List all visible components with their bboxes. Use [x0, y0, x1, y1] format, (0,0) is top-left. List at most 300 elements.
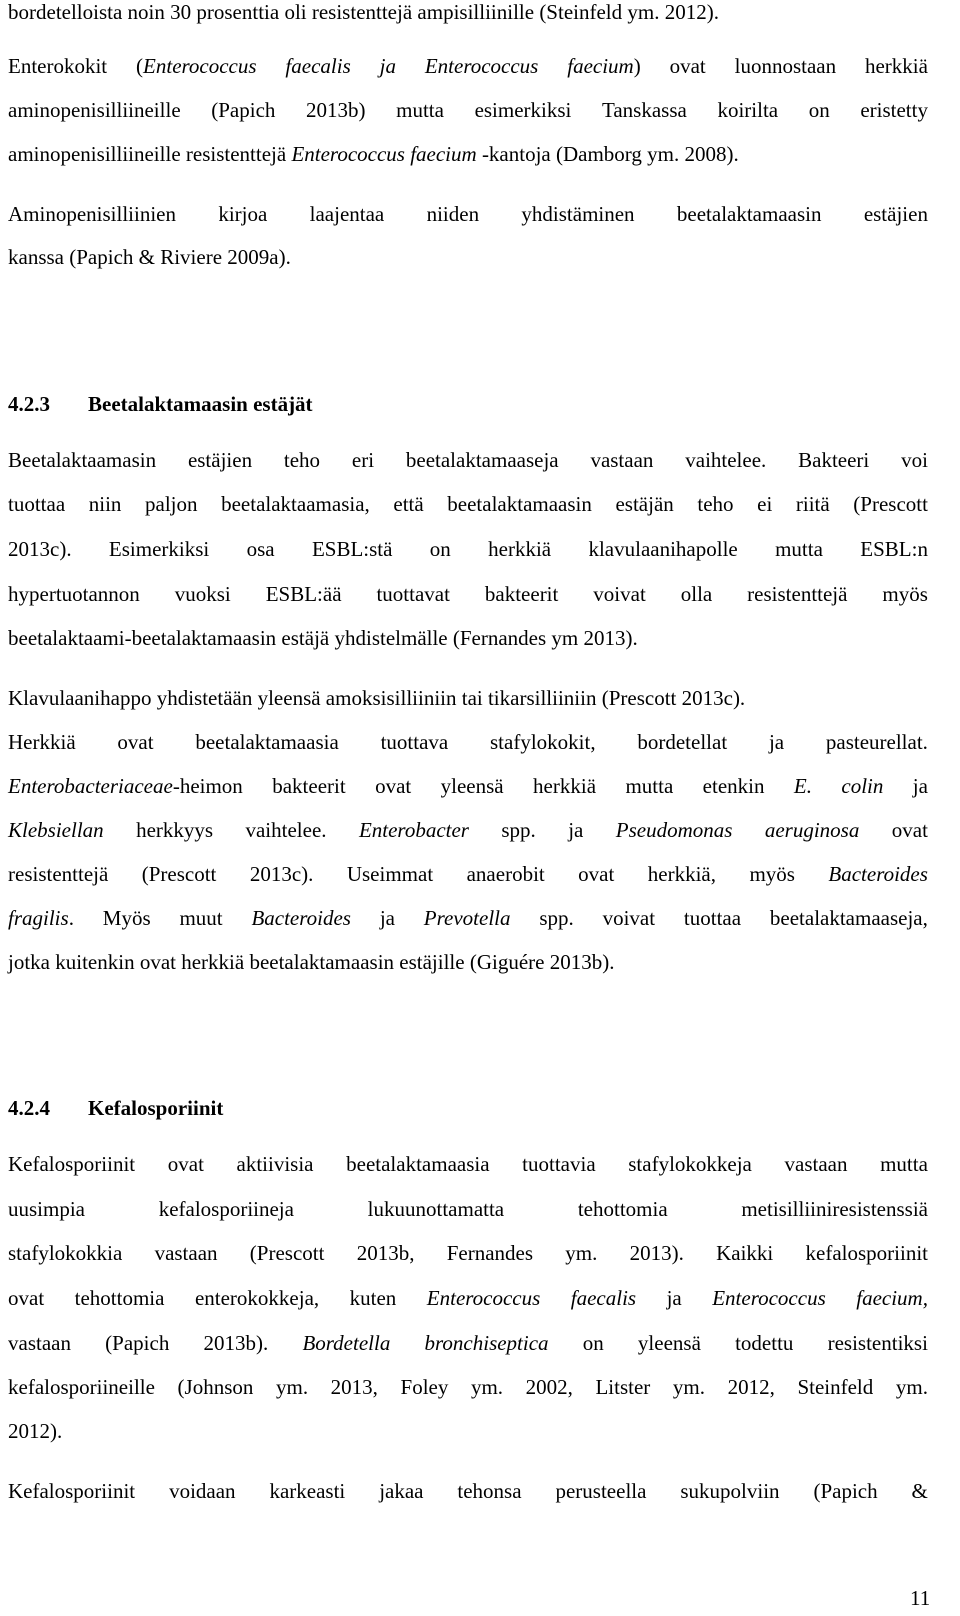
word [396, 98, 444, 122]
word [8, 1241, 122, 1265]
word [447, 492, 592, 516]
text-run: (Prescott [249, 1241, 325, 1265]
text-run: ovat [891, 818, 928, 842]
word [757, 492, 772, 516]
text-run: Herkkiä [8, 730, 76, 754]
word [380, 906, 395, 930]
word [352, 448, 374, 472]
word [680, 1479, 779, 1503]
text-run: tuottavat [376, 582, 450, 606]
text-line [8, 774, 928, 798]
text-run: ei [757, 492, 773, 516]
text-run: lukuunottamatta [367, 1197, 505, 1221]
word [375, 774, 411, 798]
italic-text: Enterococcus [712, 1286, 826, 1310]
word [8, 818, 104, 842]
text-run: niiden [426, 202, 480, 226]
word [159, 1197, 294, 1221]
text-run: kefalosporiineja [158, 1197, 294, 1221]
word [310, 202, 385, 226]
text-run: (Prescott [853, 492, 928, 516]
text-run: ESBL:n [860, 537, 928, 561]
word [475, 98, 572, 122]
text-run: Beetalaktaamasin [8, 448, 157, 472]
text-run: luonnostaan [734, 54, 837, 78]
word [250, 1241, 325, 1265]
word [856, 1286, 928, 1310]
text-run: spp. [501, 818, 536, 842]
text-run: perusteella [555, 1479, 647, 1503]
word [347, 862, 433, 886]
word [703, 774, 765, 798]
text-run: tuottaa [683, 906, 742, 930]
word [637, 730, 727, 754]
italic-text: Enterococcus faecium [291, 142, 477, 166]
word [218, 202, 267, 226]
text-run: myös [882, 582, 928, 606]
word [136, 54, 257, 78]
section-number: 4.2.3 [8, 392, 50, 416]
text-run: vastaan [784, 1152, 848, 1176]
word [796, 492, 830, 516]
text-run: Tanskassa [602, 98, 687, 122]
text-run: resistenttejä [8, 862, 109, 886]
word [430, 537, 451, 561]
text-run: kefalosporiinit [805, 1241, 928, 1265]
word [813, 1479, 877, 1503]
text-run: . [68, 906, 74, 930]
text-run: on [429, 537, 451, 561]
word [105, 1331, 169, 1355]
text-run: voidaan [169, 1479, 236, 1503]
text-run: ) [633, 54, 641, 78]
word [828, 1331, 928, 1355]
text-run: karkeasti [269, 1479, 346, 1503]
text-run: ovat [375, 774, 412, 798]
word [602, 98, 687, 122]
text-run: anaerobit [466, 862, 545, 886]
text-run: 2012). [8, 1419, 63, 1443]
section-title: Beetalaktamaasin estäjät [88, 392, 313, 416]
text-line [8, 1479, 928, 1503]
text-run: yhdistäminen [521, 202, 635, 226]
italic-text: Bordetella [302, 1331, 391, 1355]
section-heading-4-2-4 [8, 1096, 223, 1120]
text-run: Kaikki [716, 1241, 774, 1265]
text-run: (Papich [813, 1479, 878, 1503]
word [593, 582, 646, 606]
text-run: aminopenisilliineille [8, 98, 181, 122]
text-run: uusimpia [8, 1197, 85, 1221]
text-line [8, 1197, 928, 1221]
text-run: esimerkiksi [474, 98, 572, 122]
text-run: tehottomia [74, 1286, 165, 1310]
word [401, 1375, 449, 1399]
word [735, 1331, 793, 1355]
word [269, 1479, 345, 1503]
word [741, 1197, 928, 1221]
italic-text: Bacteroides [251, 906, 351, 930]
word [798, 448, 869, 472]
word [588, 537, 737, 561]
word [697, 492, 733, 516]
text-run: kefalosporiineille [8, 1375, 155, 1399]
word [8, 1479, 135, 1503]
word [145, 492, 198, 516]
word [331, 1375, 378, 1399]
word [628, 1152, 752, 1176]
word [8, 906, 74, 930]
word [380, 54, 396, 78]
text-run: teho [283, 448, 321, 472]
text-run: 2013c). [249, 862, 314, 886]
text-run: estäjien [863, 202, 928, 226]
text-run: Enterokokit [8, 54, 108, 78]
word [8, 1375, 155, 1399]
word [175, 582, 231, 606]
text-run: pasteurellat. [825, 730, 928, 754]
word [775, 537, 823, 561]
word [211, 98, 275, 122]
text-run: ym. [470, 1375, 504, 1399]
word [250, 862, 314, 886]
word [406, 448, 559, 472]
word [716, 1241, 773, 1265]
text-line [8, 54, 928, 78]
word [471, 1375, 503, 1399]
text-run: stafylokokkeja [628, 1152, 752, 1176]
italic-text: bronchiseptica [424, 1331, 549, 1355]
text-line [8, 142, 739, 166]
word [447, 1241, 533, 1265]
word [765, 818, 860, 842]
word [769, 730, 784, 754]
text-run: beetalaktamaasin [676, 202, 822, 226]
word [75, 1286, 165, 1310]
text-run: Foley [400, 1375, 449, 1399]
text-run: vaihtelee. [685, 448, 767, 472]
word [912, 1479, 928, 1503]
text-run: & [911, 1479, 928, 1503]
text-run: herkkiä [533, 774, 597, 798]
word [8, 537, 72, 561]
word [648, 862, 716, 886]
text-run: ym. [895, 1375, 928, 1399]
word [571, 1286, 636, 1310]
italic-text: E. [793, 774, 812, 798]
text-run: 2012, [727, 1375, 775, 1399]
word [896, 1375, 928, 1399]
text-run: Bakteeri [798, 448, 870, 472]
word [266, 582, 342, 606]
word [350, 1286, 397, 1310]
text-run: ja [666, 1286, 682, 1310]
text-run: eristetty [860, 98, 928, 122]
word [467, 862, 545, 886]
text-run: Useimmat [346, 862, 434, 886]
word [533, 774, 596, 798]
word [195, 730, 338, 754]
text-line [8, 582, 928, 606]
text-run: vaihtelee. [245, 818, 327, 842]
text-run: mutta [775, 537, 823, 561]
text-run: vuoksi [174, 582, 231, 606]
text-run: on [808, 98, 830, 122]
text-run: 2002, [525, 1375, 573, 1399]
text-line [8, 1331, 928, 1355]
word [155, 1241, 218, 1265]
word [488, 537, 551, 561]
text-run: paljon [145, 492, 198, 516]
word [860, 537, 928, 561]
text-run: laajentaa [309, 202, 385, 226]
word [142, 862, 217, 886]
word [826, 730, 928, 754]
text-run: ovat [578, 862, 615, 886]
text-run: herkkyys [136, 818, 214, 842]
word [276, 1375, 308, 1399]
italic-text: faecium [567, 54, 634, 78]
text-run: Kefalosporiinit [8, 1152, 136, 1176]
word [237, 1152, 314, 1176]
text-run: 2013, [330, 1375, 378, 1399]
word [681, 582, 713, 606]
word [245, 818, 326, 842]
text-line [8, 730, 928, 754]
text-run: Aminopenisilliinien [8, 202, 176, 226]
text-run: vastaan [8, 1331, 71, 1355]
text-run: beetalaktamaaseja, [769, 906, 928, 930]
text-run: tehottomia [577, 1197, 668, 1221]
word [312, 537, 393, 561]
text-line [8, 1241, 928, 1265]
text-run: herkkiä [488, 537, 552, 561]
text-run: Myös [102, 906, 151, 930]
word [841, 774, 883, 798]
word [864, 202, 928, 226]
word [368, 1197, 504, 1221]
text-run: herkkiä, [647, 862, 716, 886]
text-line [8, 1419, 62, 1443]
word [673, 1375, 705, 1399]
word [8, 1286, 44, 1310]
word [441, 774, 504, 798]
text-run: yleensä [637, 1331, 701, 1355]
word [882, 582, 928, 606]
word [272, 774, 345, 798]
text-run: Esimerkiksi [108, 537, 210, 561]
word [179, 906, 222, 930]
word [8, 730, 76, 754]
word [809, 98, 830, 122]
word [306, 98, 366, 122]
text-run: eri [351, 448, 375, 472]
italic-text: Enterococcus [424, 54, 539, 78]
word [195, 1286, 319, 1310]
text-line [8, 448, 928, 472]
word [853, 492, 928, 516]
word [625, 774, 673, 798]
text-run: Fernandes [446, 1241, 534, 1265]
text-run: beetalaktamaasia [195, 730, 339, 754]
word [913, 774, 928, 798]
italic-text: Prevotella [423, 906, 511, 930]
text-run: tehonsa [457, 1479, 522, 1503]
text-line [8, 686, 745, 710]
text-line [8, 862, 928, 886]
text-run: Steinfeld [797, 1375, 874, 1399]
text-run: aktiivisia [236, 1152, 314, 1176]
italic-text: ja [379, 54, 396, 78]
word [251, 906, 351, 930]
word [638, 1331, 701, 1355]
text-run: etenkin [702, 774, 765, 798]
word [8, 1331, 71, 1355]
word [346, 1152, 489, 1176]
text-line [8, 245, 291, 269]
text-run: voivat [593, 582, 646, 606]
text-line [8, 1286, 928, 1310]
text-run: spp. [539, 906, 574, 930]
text-run: (Johnson [177, 1375, 254, 1399]
text-run: tuottavia [522, 1152, 596, 1176]
text-run: ( [136, 54, 144, 78]
word [865, 54, 928, 78]
text-run: sukupolviin [680, 1479, 780, 1503]
section-heading-4-2-3 [8, 392, 313, 416]
word [578, 1197, 668, 1221]
word [578, 862, 614, 886]
word [8, 1197, 85, 1221]
text-run: aminopenisilliineille resistenttejä [8, 142, 292, 166]
text-run: jakaa [379, 1479, 424, 1503]
text-run: metisilliiniresistenssiä [741, 1197, 928, 1221]
text-run: todettu [735, 1331, 794, 1355]
section-number: 4.2.4 [8, 1096, 50, 1120]
text-run: Litster [595, 1375, 651, 1399]
text-run: kirjoa [218, 202, 268, 226]
italic-text: colin [841, 774, 884, 798]
document-page [8, 0, 931, 1616]
word [221, 492, 370, 516]
word [8, 582, 140, 606]
text-run: ESBL:stä [311, 537, 393, 561]
word [284, 448, 320, 472]
text-run: -kantoja (Damborg ym. 2008). [476, 142, 739, 166]
word [8, 492, 65, 516]
text-run: ym. [565, 1241, 598, 1265]
text-run: beetalaktaami-beetalaktamaasin estäjä yhdistelmälle (Fernandes ym 2013). [8, 626, 638, 650]
word [684, 906, 741, 930]
word [136, 818, 213, 842]
text-run: bordetelloista noin 30 prosenttia oli resistenttejä ampisilliinille (Steinfeld ym. 2012). [8, 0, 719, 24]
word [379, 1479, 423, 1503]
text-run: beetalaktaamasia, [221, 492, 370, 516]
word [794, 774, 812, 798]
word [806, 1241, 928, 1265]
text-run: stafylokokit, [490, 730, 596, 754]
text-run: (Papich [211, 98, 276, 122]
text-run: niin [88, 492, 122, 516]
word [427, 202, 480, 226]
text-run: voivat [602, 906, 656, 930]
text-run: resistentiksi [827, 1331, 928, 1355]
text-run: jotka kuitenkin ovat herkkiä beetalaktamaasin estäjille (Giguére 2013b). [8, 950, 615, 974]
text-run: Kefalosporiinit [8, 1479, 136, 1503]
text-run: beetalaktamaasin [447, 492, 592, 516]
word [109, 537, 209, 561]
text-run: bakteerit [272, 774, 346, 798]
italic-text: Enterococcus [143, 54, 257, 78]
italic-text: Bacteroides [828, 862, 928, 886]
word [522, 1152, 595, 1176]
text-run: ja [568, 818, 584, 842]
text-run: ovat [669, 54, 706, 78]
text-run: tuottaa [8, 492, 66, 516]
word [427, 1286, 541, 1310]
word [555, 1479, 646, 1503]
text-run: ym. [672, 1375, 705, 1399]
text-run: osa [246, 537, 275, 561]
italic-text: Enterococcus [426, 1286, 541, 1310]
word [8, 202, 176, 226]
word [117, 730, 153, 754]
page-number: 11 [910, 1586, 931, 1610]
text-run: ESBL:ää [265, 582, 342, 606]
word [8, 862, 108, 886]
text-run: ovat [117, 730, 154, 754]
word [749, 862, 795, 886]
text-run: 2013b) [306, 98, 366, 122]
text-run: bordetellat [637, 730, 728, 754]
text-run: (Prescott [141, 862, 217, 886]
text-line [8, 906, 928, 930]
text-line [8, 492, 928, 516]
word [670, 54, 706, 78]
text-run: resistenttejä [747, 582, 848, 606]
word [204, 1331, 269, 1355]
text-run: herkkiä [864, 54, 928, 78]
text-run: mutta [396, 98, 444, 122]
text-run: stafylokokkia [8, 1241, 123, 1265]
text-run: ovat [8, 1286, 45, 1310]
word [490, 730, 596, 754]
word [717, 98, 778, 122]
word [424, 906, 511, 930]
text-run: hypertuotannon [8, 582, 140, 606]
italic-text: Enterobacter [358, 818, 469, 842]
text-run: -heimon [172, 774, 243, 798]
text-line [8, 1152, 928, 1176]
text-run: on [582, 1331, 604, 1355]
text-run: ovat [167, 1152, 204, 1176]
text-run: mutta [880, 1152, 928, 1176]
text-run: ym. [275, 1375, 309, 1399]
text-run: myös [749, 862, 795, 886]
text-run: kuten [349, 1286, 397, 1310]
word [8, 774, 243, 798]
word [247, 537, 275, 561]
text-run: (Papich [105, 1331, 170, 1355]
word [357, 1241, 415, 1265]
word [89, 492, 122, 516]
italic-text: aeruginosa [764, 818, 860, 842]
word [568, 818, 583, 842]
word [567, 54, 640, 78]
text-run: 2013c). [8, 537, 72, 561]
word [785, 1152, 848, 1176]
text-line [8, 202, 928, 226]
